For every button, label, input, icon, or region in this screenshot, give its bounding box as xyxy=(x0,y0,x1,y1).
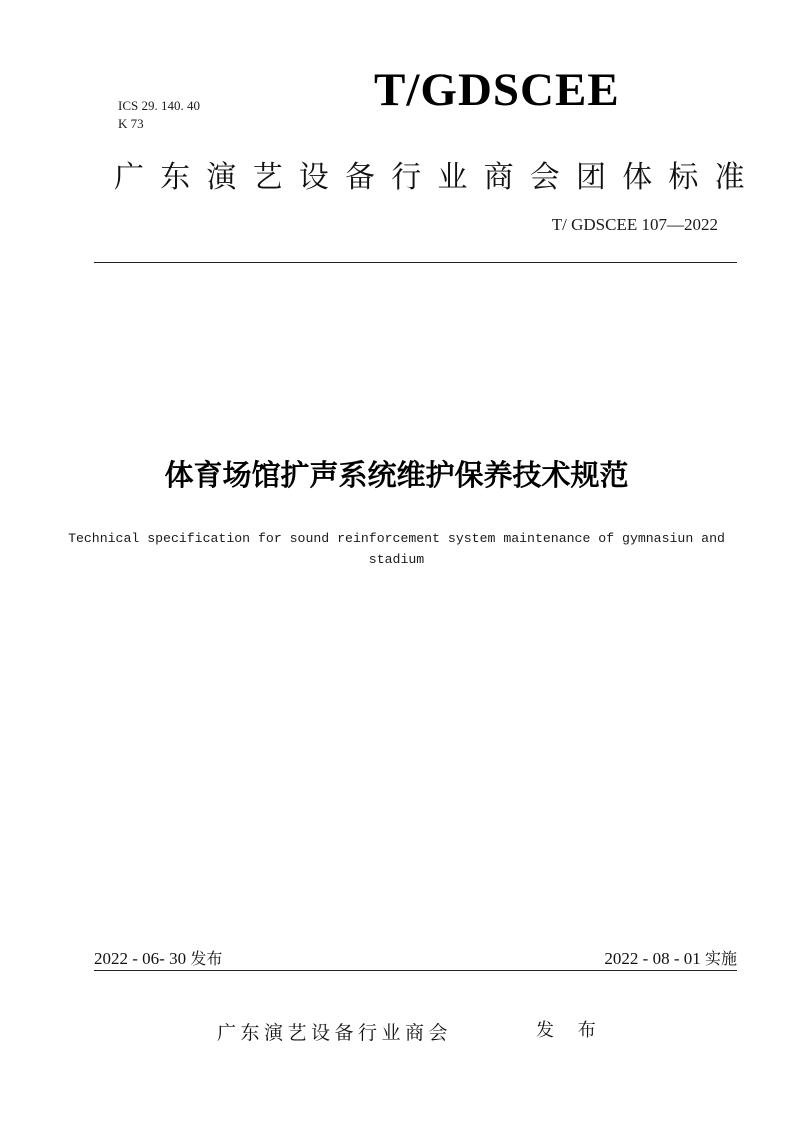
implement-date-block xyxy=(604,948,737,970)
ics-classification-block xyxy=(118,97,200,133)
release-date-block xyxy=(94,948,222,970)
header-divider xyxy=(94,262,737,263)
release-label: 发布 xyxy=(190,949,223,968)
implement-label: 实施 xyxy=(704,949,737,968)
org-standard-name: 广东演艺设备行业商会团体标准 xyxy=(114,160,761,195)
document-title-chinese: 体育场馆扩声系统维护保养技术规范 xyxy=(164,458,629,492)
publisher-name: 广东演艺设备行业商会 xyxy=(217,1022,453,1044)
publish-label: 发 布 xyxy=(536,1020,605,1041)
classification-code: K 73 xyxy=(118,116,144,131)
ics-code: ICS 29. 140. 40 xyxy=(118,98,200,113)
implement-date: 2022 - 08 - 01 xyxy=(604,949,701,968)
document-title-english xyxy=(60,528,733,570)
release-date: 2022 - 06- 30 xyxy=(94,949,187,968)
title-english-line-2: stadium xyxy=(368,552,425,567)
dates-row xyxy=(94,948,737,970)
org-code-heading: T/GDSCEE xyxy=(374,64,620,116)
dates-divider xyxy=(94,970,737,971)
title-english-line-1: Technical specification for sound reinforcement system maintenance of gymnasiun and xyxy=(68,531,725,546)
standard-number: T/ GDSCEE 107—2022 xyxy=(551,215,718,234)
